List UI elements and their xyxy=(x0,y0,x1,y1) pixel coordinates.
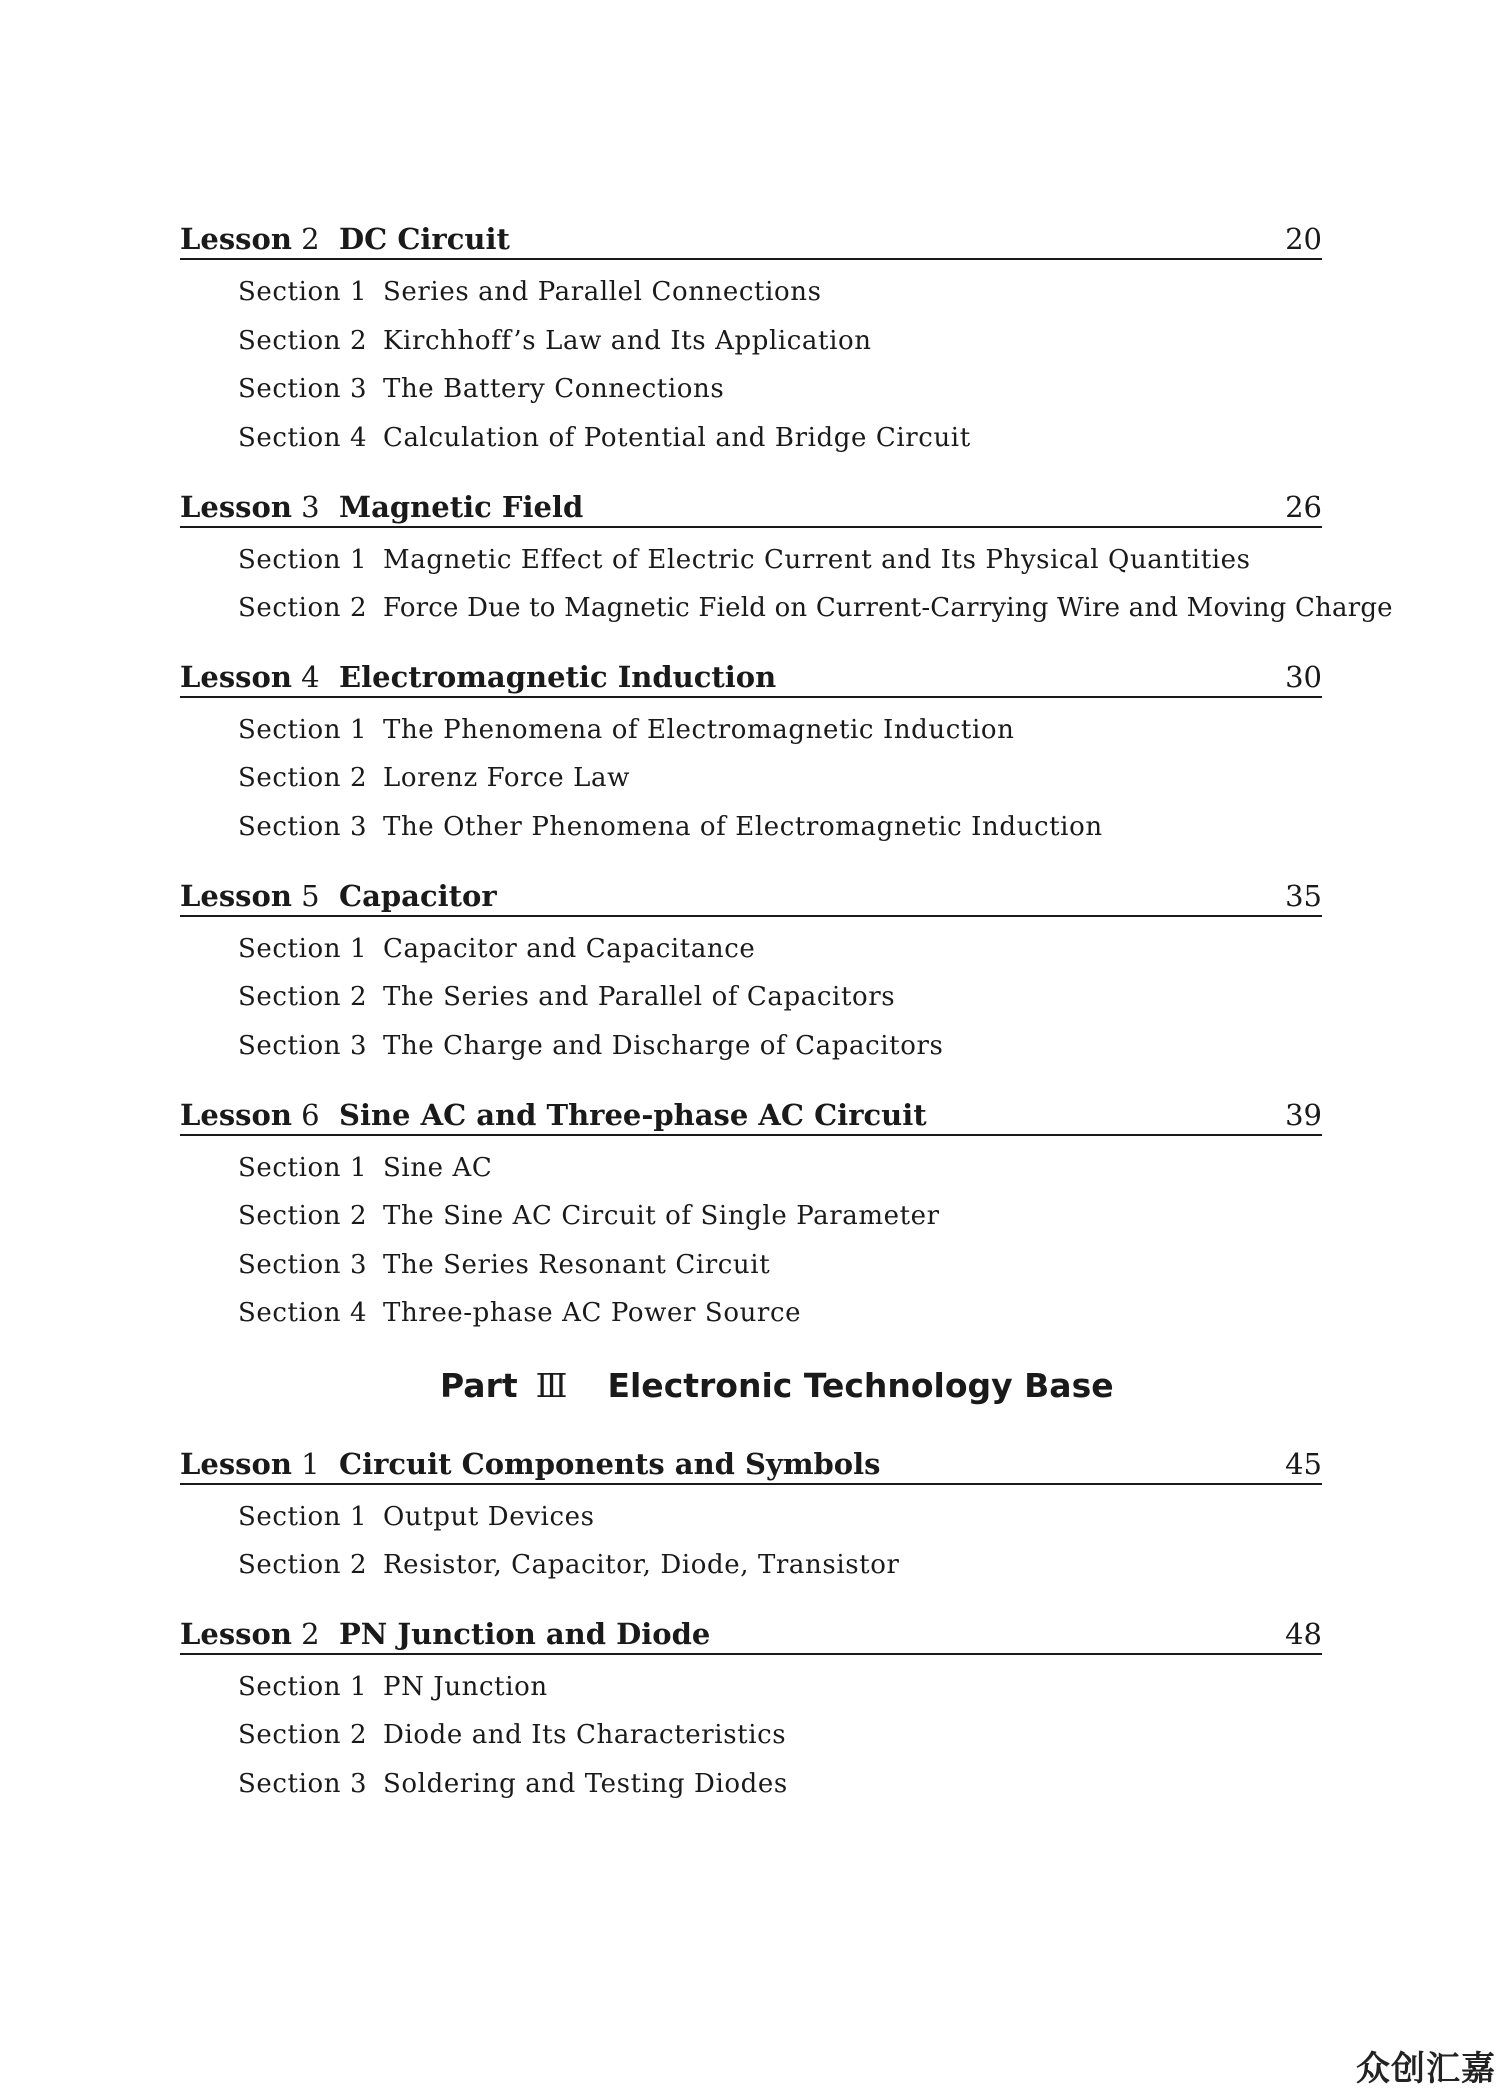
lesson-number: Lesson 4 xyxy=(180,660,320,694)
lesson-number: Lesson 2 xyxy=(180,222,320,256)
lesson-page-number: 30 xyxy=(1285,660,1322,694)
lesson-title: Magnetic Field xyxy=(339,490,584,524)
part-title: Electronic Technology Base xyxy=(607,1366,1114,1405)
lesson-title: PN Junction and Diode xyxy=(339,1617,711,1651)
lesson-heading xyxy=(180,1445,1322,1485)
part-label: Part xyxy=(440,1366,518,1405)
lesson-title: Sine AC and Three-phase AC Circuit xyxy=(339,1098,927,1132)
lesson-heading xyxy=(180,1615,1322,1655)
lesson-heading xyxy=(180,220,1322,260)
lesson-page-number: 48 xyxy=(1285,1617,1322,1651)
lesson-title: Circuit Components and Symbols xyxy=(339,1447,881,1481)
lesson-number: Lesson 6 xyxy=(180,1098,320,1132)
lesson-number: Lesson 1 xyxy=(180,1447,320,1481)
lesson-title: DC Circuit xyxy=(339,222,510,256)
lesson-page-number: 35 xyxy=(1285,879,1322,913)
lesson-title: Electromagnetic Induction xyxy=(339,660,777,694)
lesson-heading xyxy=(180,877,1322,917)
toc-page: Lesson 2 DC Circuit 20 Section 1 Series and Parallel Connections Section 2 Kirchhoff’s Law and Its Application Section 3 The Battery Connections Section 4 Calculation of Potential and Bridge Circuit Lesson 3 Magnetic Field 26 Section 1 Magnetic Effect of Electric Current and Its Physical Quantities Section 2 Force Due to Magnetic Field on Current-Carrying Wire and Moving Charge Lesson 4 Electromagnetic Induction 30 Section 1 The Phenomena of Electromagnetic Induction Section 2 Lorenz Force Law Section 3 The Other Phenomena of Electromagnetic Induction Lesson 5 Capacitor 35 Section 1 Capacitor and Capacitance Section 2 The Series and Parallel of Capacitors Section 3 The Charge and Discharge of Capacitors Lesson 6 Sine AC and Three-phase AC Circuit 39 Section 1 Sine AC Section 2 The Sine AC Circuit of Single Parameter Section 3 The Series Resonant Circuit Section 4 Three-phase AC Power Source Part Ⅲ Electronic Technology Base Lesson 1 Circuit Components and Symbols 45 Section 1 Output Devices Section 2 Resistor, Capacitor, Diode, Transistor Lesson 2 PN Junction and Diode 48 Section 1 PN Junction Section 2 Diode and Its Characteristics Section 3 Soldering and Testing Diodes 众创汇嘉 xyxy=(180,222,1496,2089)
lesson-number: Lesson 2 xyxy=(180,1617,320,1651)
lesson-heading xyxy=(180,488,1322,528)
lesson-title: Capacitor xyxy=(339,879,497,913)
lesson-page-number: 20 xyxy=(1285,222,1322,256)
lesson-page-number: 45 xyxy=(1285,1447,1322,1481)
lesson-heading xyxy=(180,658,1322,698)
lesson-number: Lesson 5 xyxy=(180,879,320,913)
part-number: Ⅲ xyxy=(535,1366,568,1405)
lesson-number: Lesson 3 xyxy=(180,490,320,524)
lesson-page-number: 39 xyxy=(1285,1098,1322,1132)
watermark-logo: 众创汇嘉 xyxy=(1356,2049,1496,2089)
part-heading xyxy=(440,1366,1114,1410)
lesson-page-number: 26 xyxy=(1285,490,1322,524)
lesson-heading xyxy=(180,1096,1322,1136)
